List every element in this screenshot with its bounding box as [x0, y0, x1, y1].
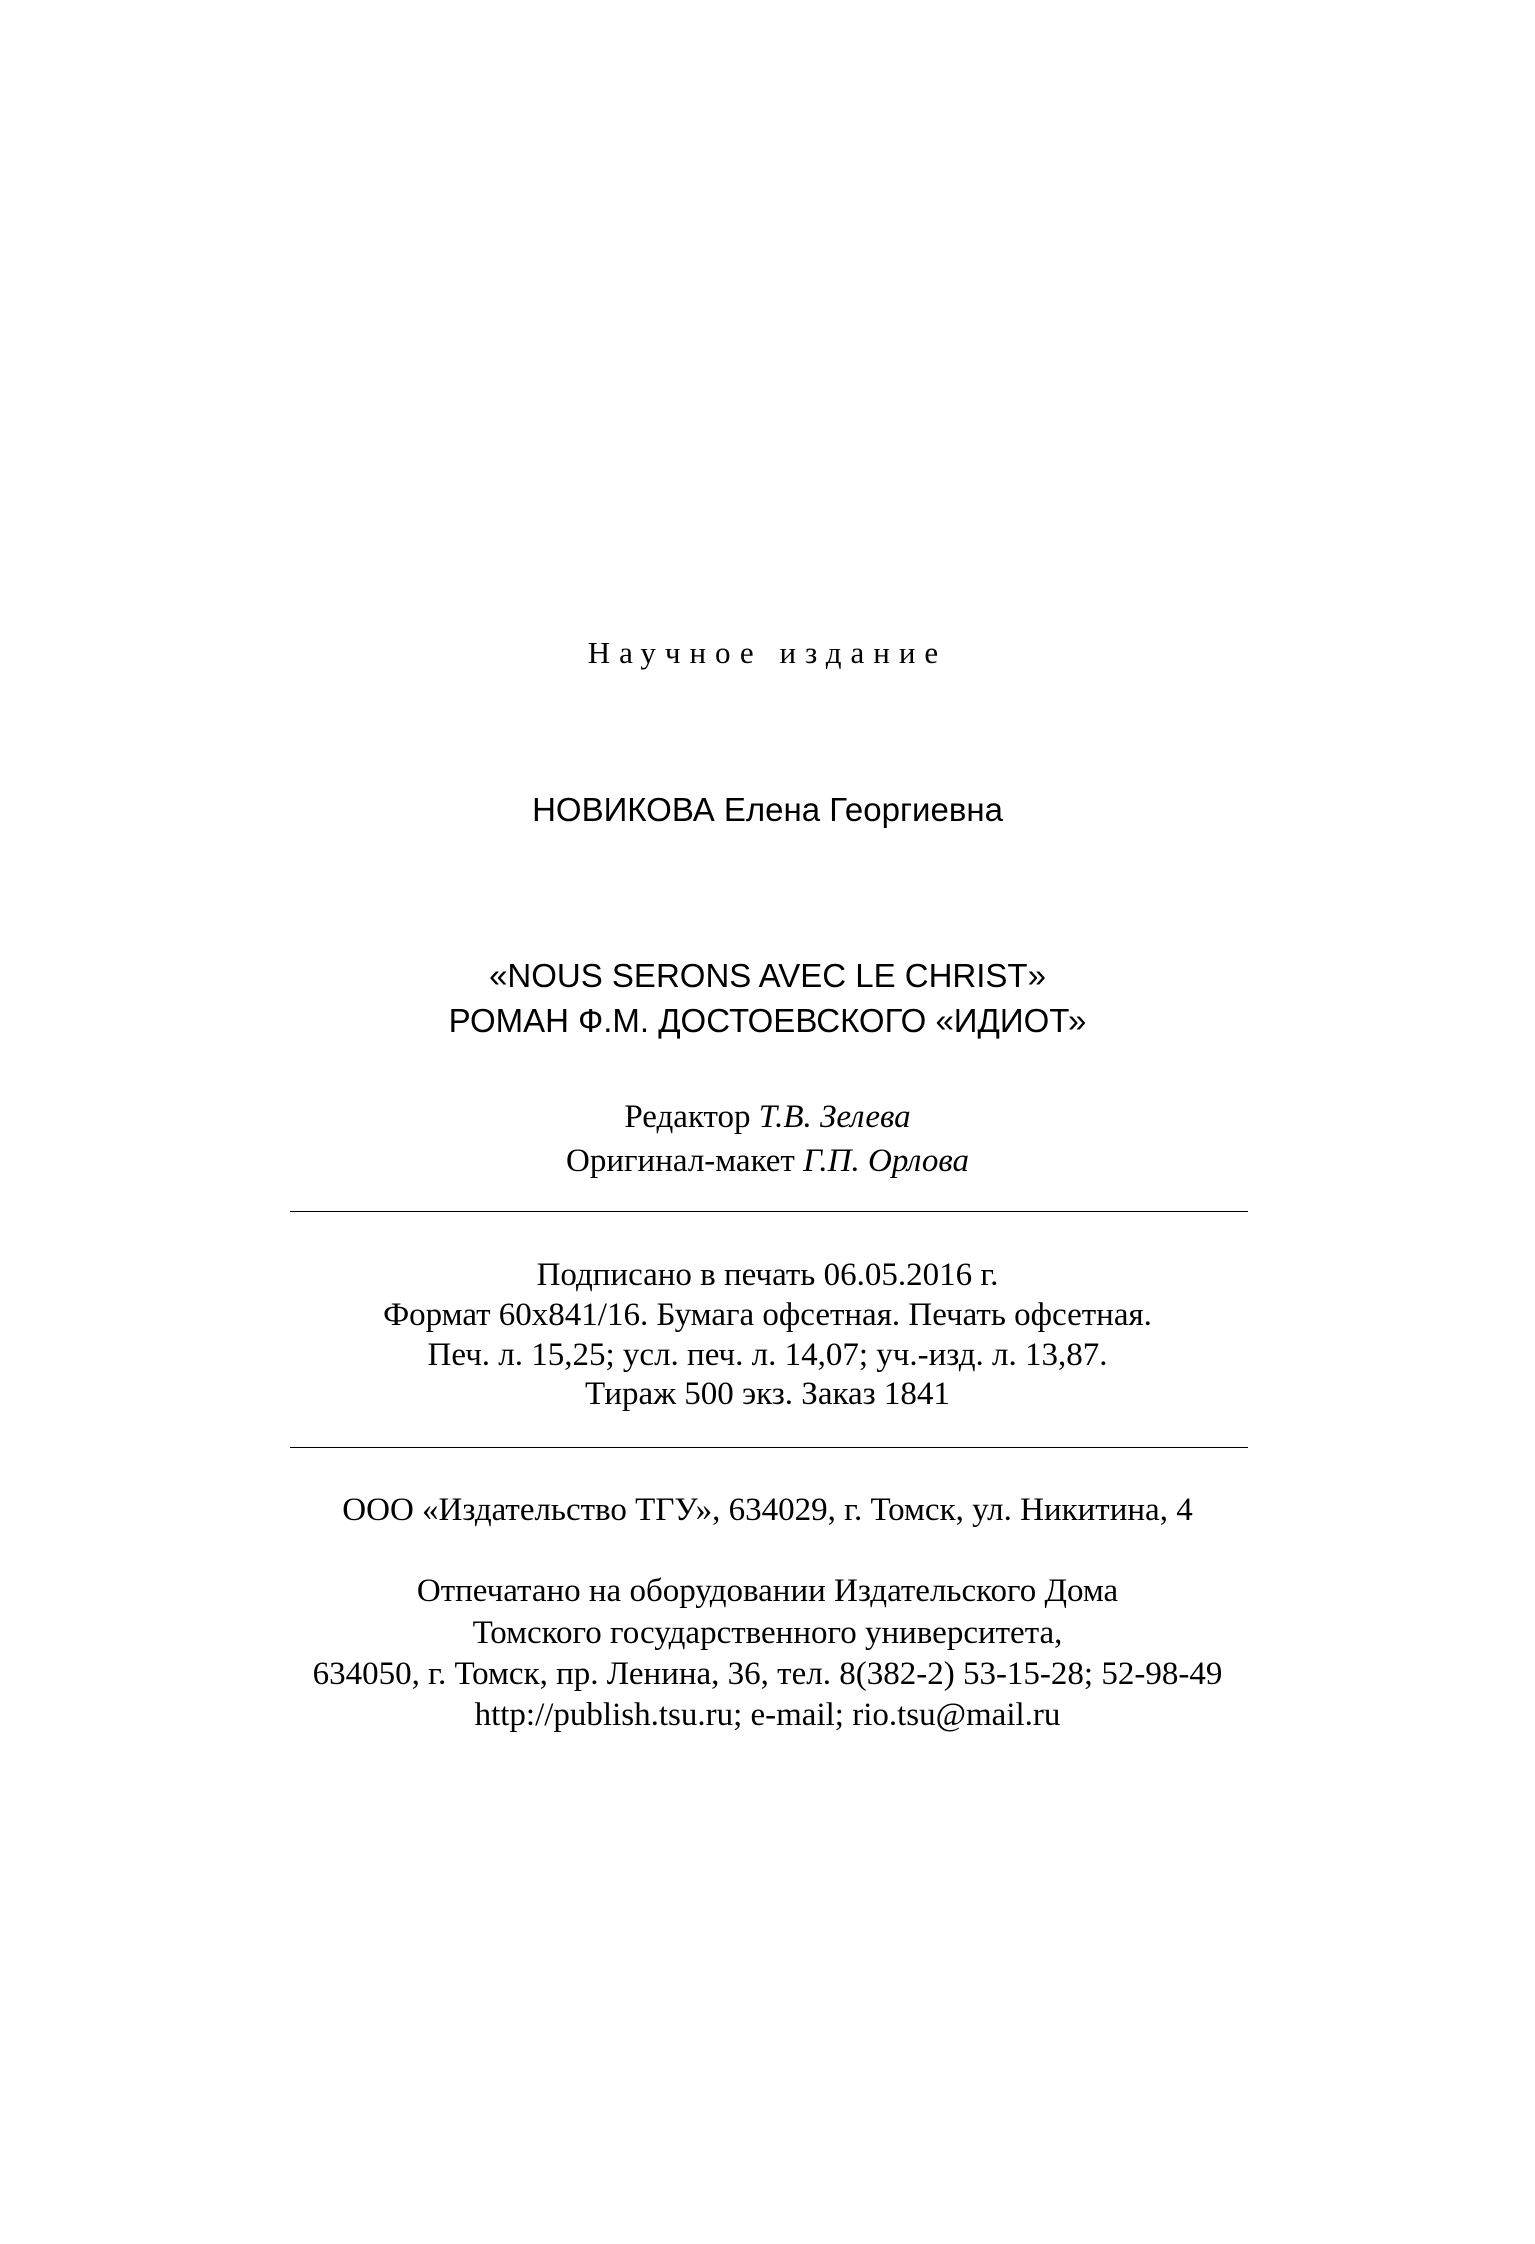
book-title-line-1: «NOUS SERONS AVEC LE CHRIST»	[489, 957, 1046, 994]
publisher-address: ООО «Издательство ТГУ», 634029, г. Томск, ул. Никитина, 4	[342, 1492, 1193, 1528]
printer-contact-line: http://publish.tsu.ru; e-mail; rio.tsu@mail.ru	[474, 1697, 1061, 1733]
print-info-line: Тираж 500 экз. Заказ 1841	[585, 1376, 950, 1412]
printer-info-line: 634050, г. Томск, пр. Ленина, 36, тел. 8(382-2) 53-15-28; 52-98-49	[312, 1656, 1223, 1692]
layout-role: Оригинал-макет	[566, 1143, 795, 1179]
printer-info-line: Отпечатано на оборудовании Издательского Дома	[416, 1573, 1119, 1609]
divider-bottom	[290, 1447, 1248, 1448]
divider-top	[290, 1211, 1248, 1212]
layout-name: Г.П. Орлова	[803, 1143, 969, 1179]
editor-name: Т.В. Зелева	[758, 1099, 911, 1135]
printer-info-line: Томского государственного университета,	[472, 1615, 1063, 1651]
editor-credit	[0, 1097, 1535, 1137]
print-info-line: Подписано в печать 06.05.2016 г.	[536, 1257, 999, 1293]
layout-credit	[0, 1141, 1535, 1181]
print-info-line: Печ. л. 15,25; усл. печ. л. 14,07; уч.-изд. л. 13,87.	[427, 1337, 1108, 1373]
author-name: НОВИКОВА Елена Георгиевна	[532, 791, 1003, 828]
print-info-line: Формат 60x841/16. Бумага офсетная. Печать офсетная.	[383, 1297, 1152, 1333]
series-label: Научное издание	[587, 635, 948, 670]
editor-role: Редактор	[624, 1099, 751, 1135]
book-title-line-2: РОМАН Ф.М. ДОСТОЕВСКОГО «ИДИОТ»	[448, 1002, 1087, 1039]
